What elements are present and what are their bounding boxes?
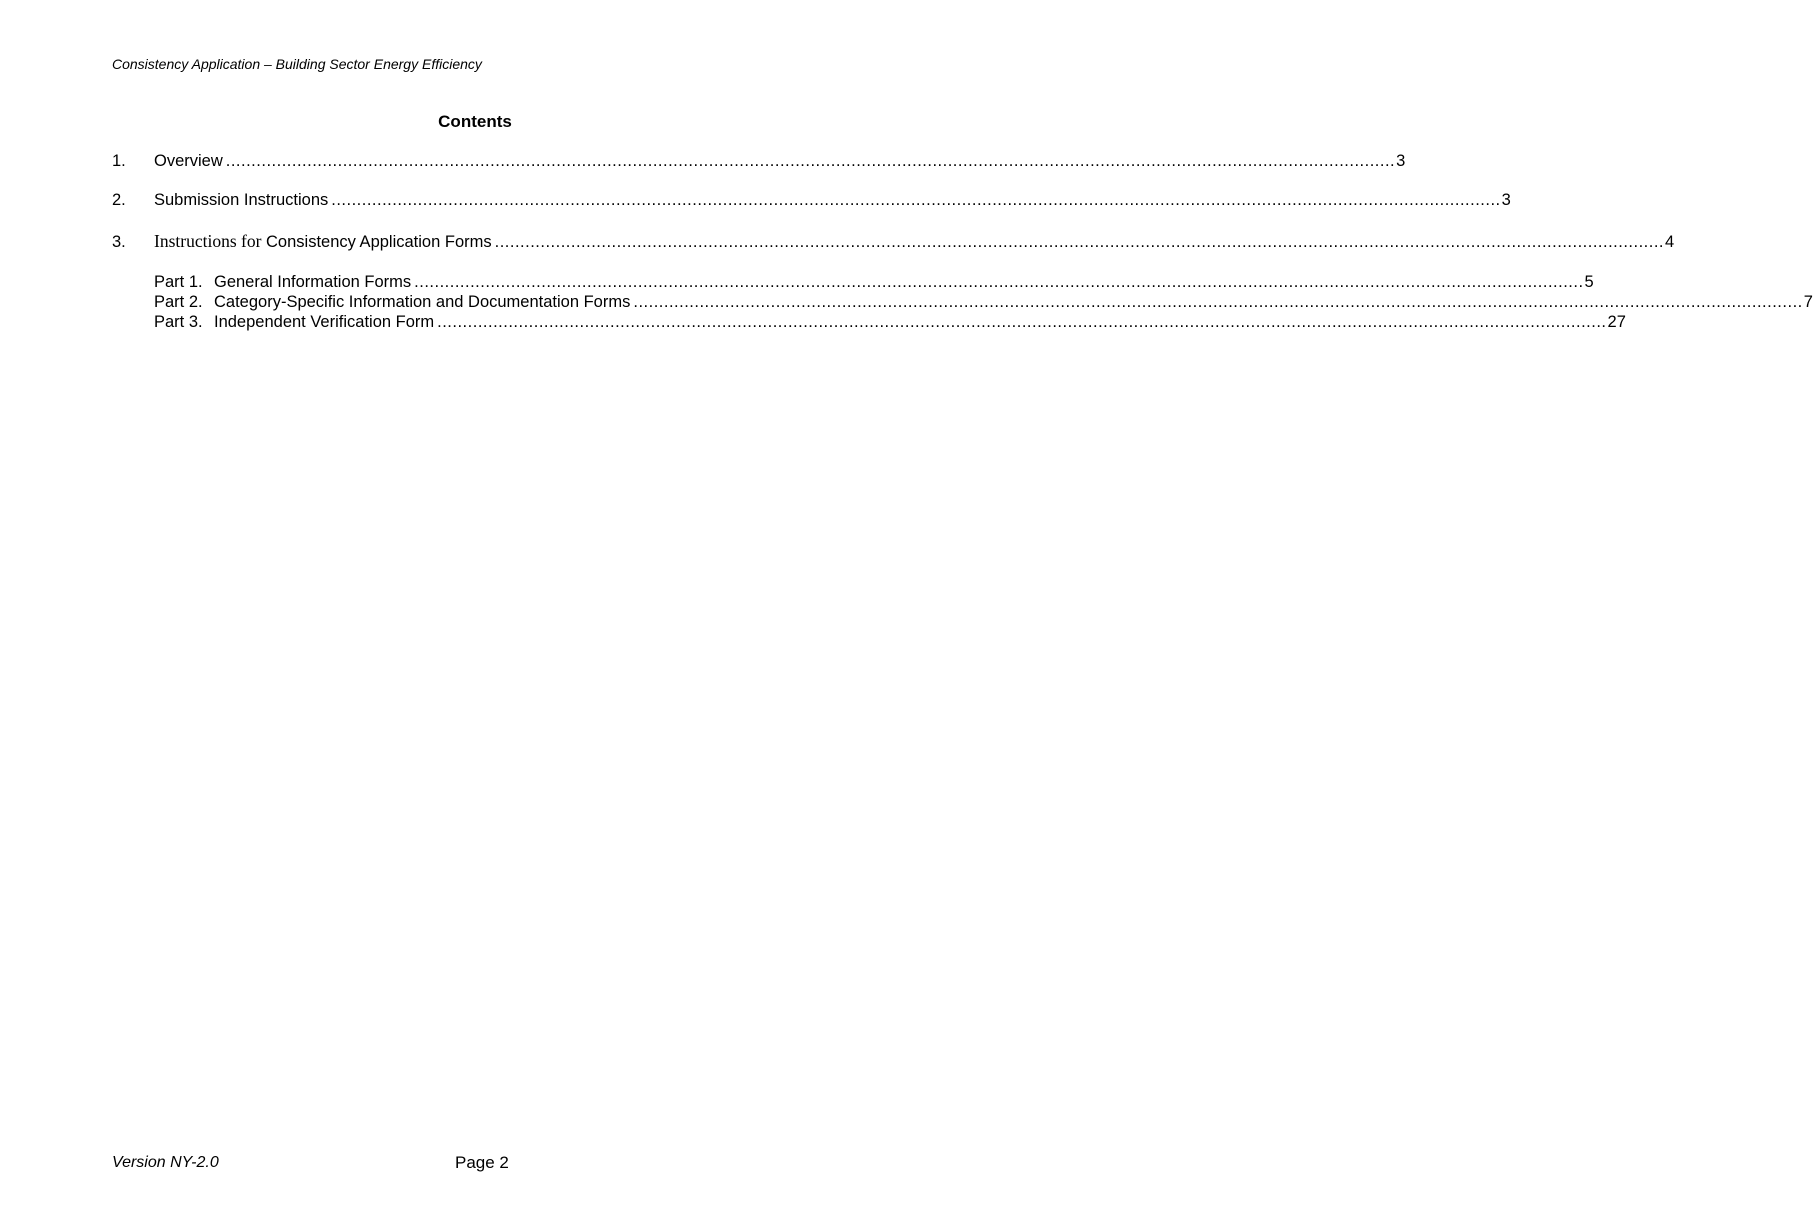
- toc-subentry-page: 7: [1803, 293, 1813, 311]
- toc-subentry-part-3[interactable]: [154, 312, 1626, 332]
- toc-entry-number: 1.: [112, 152, 126, 170]
- toc-subentry-text: General Information Forms: [214, 273, 412, 291]
- toc-entry-overview[interactable]: [112, 151, 1406, 171]
- dot-leader: ......................................................................................................................................................................................................................................: [633, 293, 1803, 311]
- toc-entry-number: 3.: [112, 233, 126, 251]
- toc-subentry-label: Part 3.: [154, 313, 203, 331]
- toc-subentry-page: 5: [1584, 273, 1594, 291]
- toc-entry-text-rest: Consistency Application Forms: [266, 233, 492, 251]
- footer-page-number: Page 2: [455, 1153, 509, 1172]
- dot-leader: ......................................................................................................................................................................................................................................: [494, 233, 1664, 251]
- dot-leader: ......................................................................................................................................................................................................................................: [437, 313, 1607, 331]
- toc-entry-text-serif: Instructions for: [154, 231, 262, 251]
- toc-subentry-part-1[interactable]: [154, 272, 1594, 292]
- toc-entry-text: [154, 231, 492, 252]
- toc-entry-page: 3: [1501, 191, 1511, 209]
- dot-leader: ......................................................................................................................................................................................................................................: [225, 152, 1396, 170]
- toc-subentry-label: Part 1.: [154, 273, 203, 291]
- toc-subentry-page: 27: [1607, 313, 1626, 331]
- toc-subentry-part-2[interactable]: [154, 292, 1813, 312]
- dot-leader: ......................................................................................................................................................................................................................................: [331, 191, 1501, 209]
- toc-entry-instructions-for-forms[interactable]: [112, 231, 1675, 252]
- toc-entry-page: 4: [1665, 233, 1675, 251]
- toc-subentry-label: Part 2.: [154, 293, 203, 311]
- toc-title: Contents: [438, 112, 512, 131]
- footer-version: Version NY-2.0: [112, 1154, 219, 1171]
- toc-entry-number: 2.: [112, 191, 126, 209]
- toc-entry-submission-instructions[interactable]: [112, 190, 1511, 210]
- toc-entry-text: Overview: [154, 152, 223, 170]
- toc-subentry-text: Category-Specific Information and Documentation Forms: [214, 293, 631, 311]
- toc-entry-text: Submission Instructions: [154, 191, 329, 209]
- dot-leader: ......................................................................................................................................................................................................................................: [414, 273, 1584, 291]
- toc-subentry-text: Independent Verification Form: [214, 313, 435, 331]
- running-header: Consistency Application – Building Sector Energy Efficiency: [112, 56, 482, 72]
- toc-entry-page: 3: [1396, 152, 1406, 170]
